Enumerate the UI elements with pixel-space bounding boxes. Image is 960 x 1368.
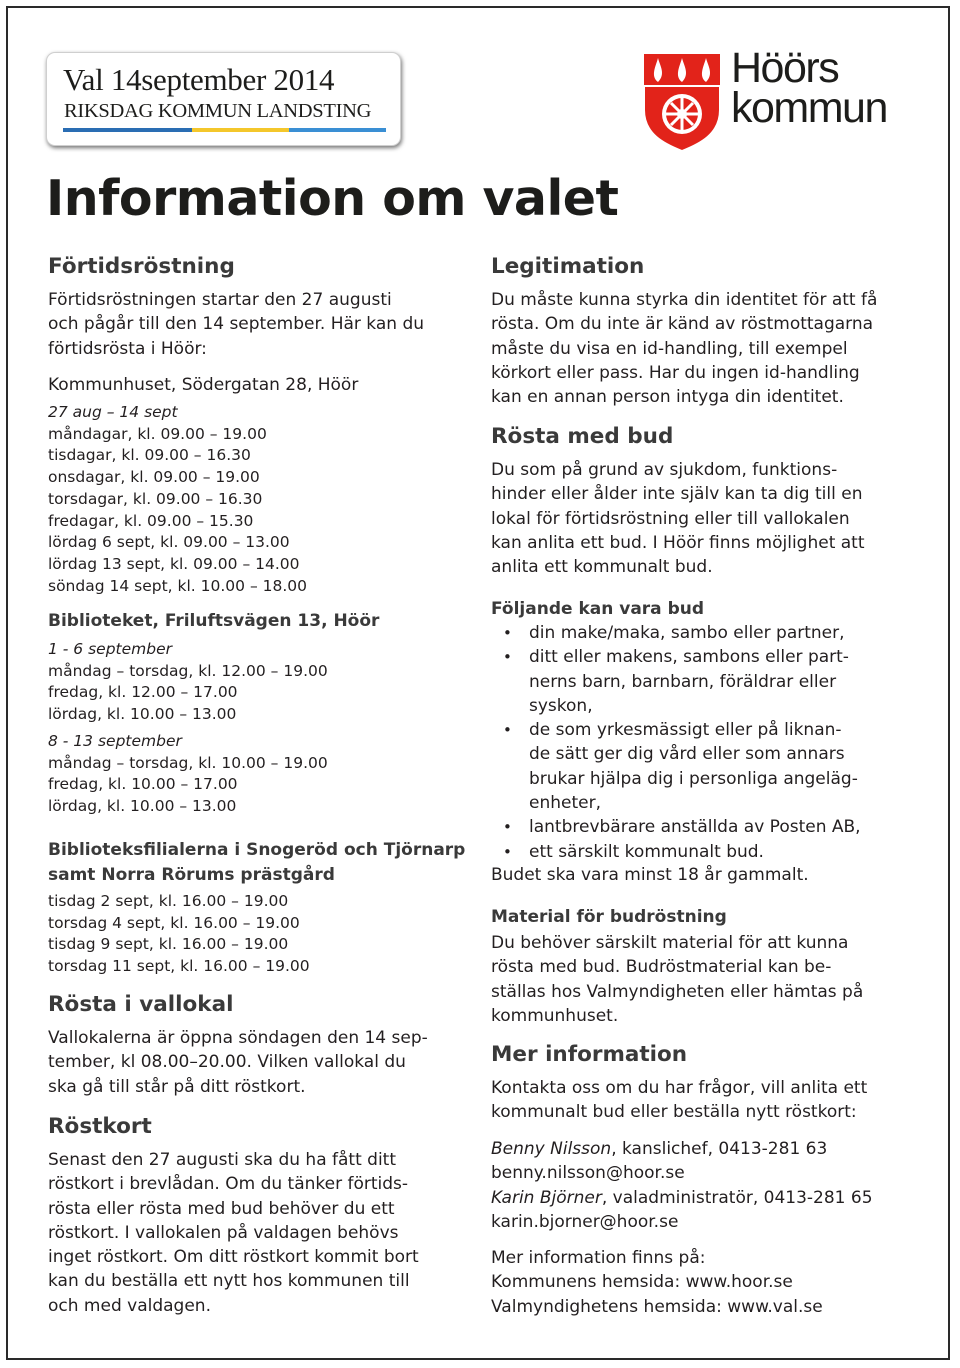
heading-legitimation: Legitimation	[491, 254, 645, 279]
badge-subtitle: RIKSDAG KOMMUN LANDSTING	[64, 100, 372, 122]
contact-1: Benny Nilsson, kanslichef, 0413-281 63	[491, 1139, 828, 1159]
heading-rosta-med-bud: Rösta med bud	[491, 424, 674, 449]
list-item: • din make/maka, sambo eller partner,	[491, 621, 861, 645]
contact-2-email[interactable]: karin.bjorner@hoor.se	[491, 1211, 679, 1232]
contact-1-email[interactable]: benny.nilsson@hoor.se	[491, 1163, 685, 1184]
times-kommunhuset: 27 aug – 14 sept måndagar, kl. 09.00 – 19.00 tisdagar, kl. 09.00 – 16.30 onsdagar, kl. 09.00 – 19.00 torsdagar, kl. 09.00 – 16.30 fredagar, kl. 09.00 – 15.30 lördag 6 sept, kl. 09.00 – 13.00 lördag 13 sept, kl. 09.00 – 14.00 söndag 14 sept, kl. 10.00 – 18.00	[48, 403, 308, 595]
list-item: • ditt eller makens, sambons eller part- nerns barn, barnbarn, föräldrar eller syskon,	[491, 645, 861, 718]
heading-vallokal: Rösta i vallokal	[48, 992, 234, 1017]
election-badge	[46, 52, 401, 146]
badge-stripe	[63, 128, 386, 132]
bud-text: Du som på grund av sjukdom, funktions- hinder eller ålder inte själv kan ta dig till en lokal för förtidsröstning eller till vallokalen kan anlita ett bud. I Höör finns möjlighet att anlita ett kommunalt bud.	[491, 460, 865, 578]
heading-fortidsrostning: Förtidsröstning	[48, 254, 235, 279]
place-biblioteket: Biblioteket, Friluftsvägen 13, Höör	[48, 611, 380, 631]
link-hoor[interactable]: Kommunens hemsida: www.hoor.se	[491, 1272, 793, 1293]
page-title: Information om valet	[46, 170, 619, 227]
heading-rostkort: Röstkort	[48, 1114, 152, 1139]
bud-age: Budet ska vara minst 18 år gammalt.	[491, 865, 809, 885]
times-filialer: tisdag 2 sept, kl. 16.00 – 19.00 torsdag 4 sept, kl. 16.00 – 19.00 tisdag 9 sept, kl. 16.00 – 19.00 torsdag 11 sept, kl. 16.00 – 19.00	[48, 892, 310, 976]
contacts	[491, 1137, 873, 1234]
badge-date: Val 14september 2014	[63, 62, 335, 97]
legitimation-text: Du måste kunna styrka din identitet för att få rösta. Om du inte är känd av röstmottagarna måste du visa en id-handling, till exempel körkort eller pass. Har du ingen id-handling kan en annan person intyga din identitet.	[491, 290, 878, 408]
heading-foljande-bud: Följande kan vara bud	[491, 599, 705, 619]
link-val[interactable]: Valmyndighetens hemsida: www.val.se	[491, 1296, 823, 1317]
place-kommunhuset: Kommunhuset, Södergatan 28, Höör	[48, 375, 359, 395]
contact-2: Karin Björner, valadministratör, 0413-281 65	[491, 1187, 873, 1208]
heading-material: Material för budröstning	[491, 907, 727, 927]
list-item: • lantbrevbärare anställda av Posten AB,	[491, 815, 861, 839]
heading-mer-information: Mer information	[491, 1042, 688, 1067]
municipal-crest-icon	[642, 52, 722, 152]
place-filialer: Biblioteksfilialerna i Snogeröd och Tjörnarp samt Norra Rörums prästgård	[48, 840, 466, 885]
vallokal-text: Vallokalerna är öppna söndagen den 14 sep- tember, kl 08.00–20.00. Vilken vallokal du ska gå till står på ditt röstkort.	[48, 1028, 428, 1097]
times-biblioteket: 1 - 6 september måndag – torsdag, kl. 12.00 – 19.00 fredag, kl. 12.00 – 17.00 lördag, kl. 10.00 – 13.00	[48, 640, 328, 724]
list-item: • ett särskilt kommunalt bud.	[491, 840, 861, 864]
mer-text: Kontakta oss om du har frågor, vill anlita ett kommunalt bud eller beställa nytt röstkort:	[491, 1078, 868, 1123]
fortid-intro: Förtidsröstningen startar den 27 augusti och pågår till den 14 september. Här kan du förtidsrösta i Höör:	[48, 290, 425, 359]
municipality-logo: Höörs kommun	[731, 44, 887, 132]
bud-list	[491, 621, 861, 864]
material-text: Du behöver särskilt material för att kunna rösta med bud. Budröstmaterial kan be- ställas hos Valmyndigheten eller hämtas på kommunhuset.	[491, 933, 864, 1026]
times-biblioteket-2: 8 - 13 september måndag – torsdag, kl. 10.00 – 19.00 fredag, kl. 10.00 – 17.00 lördag, kl. 10.00 – 13.00	[48, 732, 328, 816]
rostkort-text: Senast den 27 augusti ska du ha fått ditt röstkort i brevlådan. Om du tänker förtids- rösta eller rösta med bud behöver du ett röstkort. I vallokalen på valdagen behövs inget röstkort. Om ditt röstkort kommit bort kan du beställa ett nytt hos kommunen till och med valdagen.	[48, 1150, 419, 1316]
more-info: Mer information finns på: Kommunens hemsida: www.hoor.se Valmyndighetens hemsida: www.val.se	[491, 1246, 823, 1319]
list-item: • de som yrkesmässigt eller på liknan- de sätt ger dig vård eller som annars brukar hjälpa dig i personliga angeläg- enheter,	[491, 718, 861, 815]
